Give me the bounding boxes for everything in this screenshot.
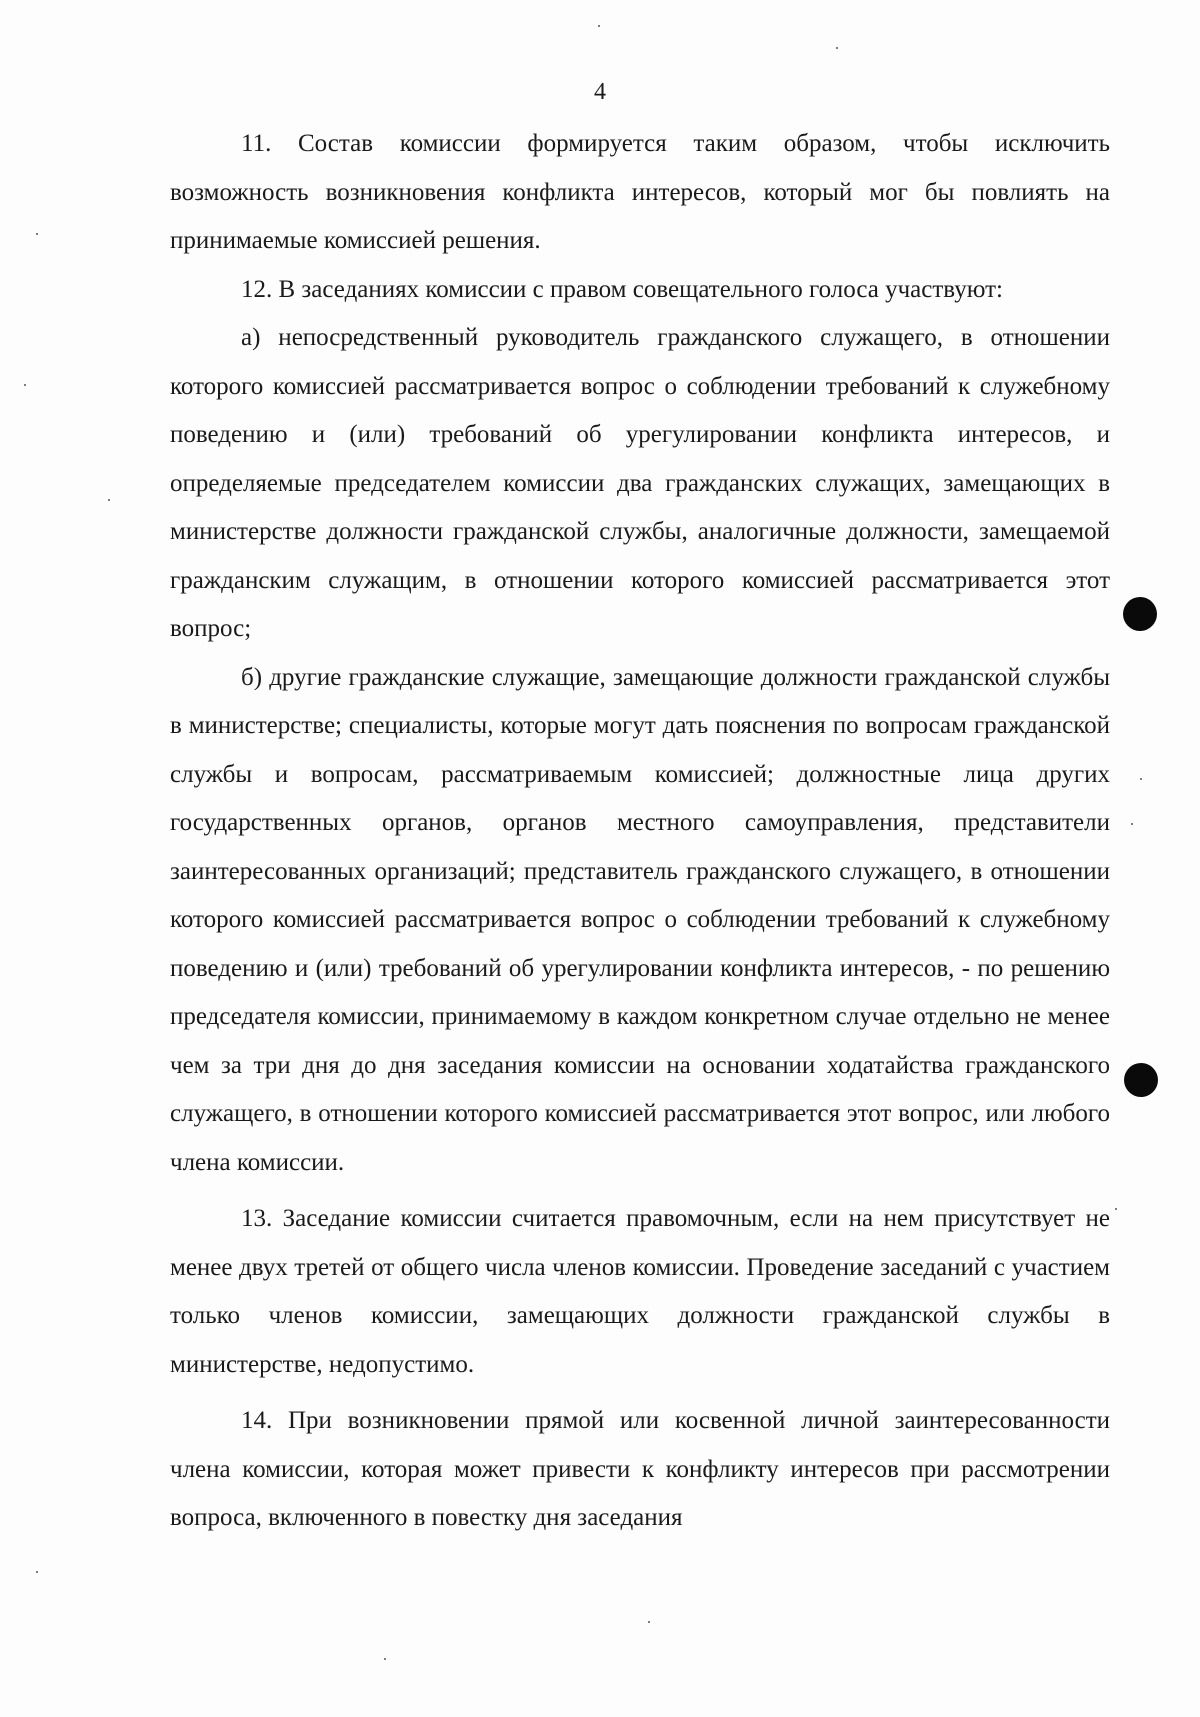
page-number: 4: [594, 79, 606, 105]
punch-hole-upper: [1123, 597, 1157, 631]
scan-speck: [1115, 1208, 1117, 1210]
scan-speck: [1131, 823, 1133, 825]
paragraph-13: 13. Заседание комиссии считается правомочным, если на нем присутствует не менее двух третей от общего числа членов комиссии. Проведение заседаний с участием только членов комиссии, замещающих должности гражданской службы в министерстве, недопустимо.: [170, 1205, 1110, 1378]
scan-speck: [108, 499, 110, 501]
paragraph-14: 14. При возникновении прямой или косвенной личной заинтересованности члена комиссии, которая может привести к конфликту интересов при рассмотрении вопроса, включенного в повестку дня заседания: [170, 1407, 1110, 1531]
scan-speck: [1140, 778, 1142, 780]
paragraph-12b: б) другие гражданские служащие, замещающие должности гражданской службы в министерстве; специалисты, которые могут дать пояснения по вопросам гражданской службы и вопросам, рассматриваемым комиссией; должностные лица других государственных органов, органов местного самоуправления, представители заинтересованных организаций; представитель гражданского служащего, в отношении которого комиссией рассматривается вопрос о соблюдении требований к служебному поведению и (или) требований об урегулировании конфликта интересов, - по решению председателя комиссии, принимаемому в каждом конкретном случае отдельно не менее чем за три дня до дня заседания комиссии на основании ходатайства гражданского служащего, в отношении которого комиссией рассматривается этот вопрос, или любого члена комиссии.: [170, 663, 1110, 1176]
scan-speck: [36, 233, 38, 235]
scan-speck: [24, 384, 26, 386]
paragraph-12: 12. В заседаниях комиссии с правом совещательного голоса участвуют:: [241, 275, 1003, 303]
scan-speck: [598, 25, 600, 27]
document-body: [170, 120, 1110, 1543]
scan-speck: [836, 47, 838, 49]
punch-hole-lower: [1124, 1063, 1158, 1097]
scan-speck: [648, 1621, 650, 1623]
paragraph-11: 11. Состав комиссии формируется таким образом, чтобы исключить возможность возникновения конфликта интересов, который мог бы повлиять на принимаемые комиссией решения.: [170, 130, 1110, 254]
paragraph-12a: а) непосредственный руководитель гражданского служащего, в отношении которого комиссией рассматривается вопрос о соблюдении требований к служебному поведению и (или) требований об урегулировании конфликта интересов, и определяемые председателем комиссии два гражданских служащих, замещающих в министерстве должности гражданской службы, аналогичные должности, замещаемой гражданским служащим, в отношении которого комиссией рассматривается этот вопрос;: [170, 324, 1110, 642]
scan-speck: [36, 1571, 38, 1573]
scan-speck: [384, 1658, 386, 1660]
